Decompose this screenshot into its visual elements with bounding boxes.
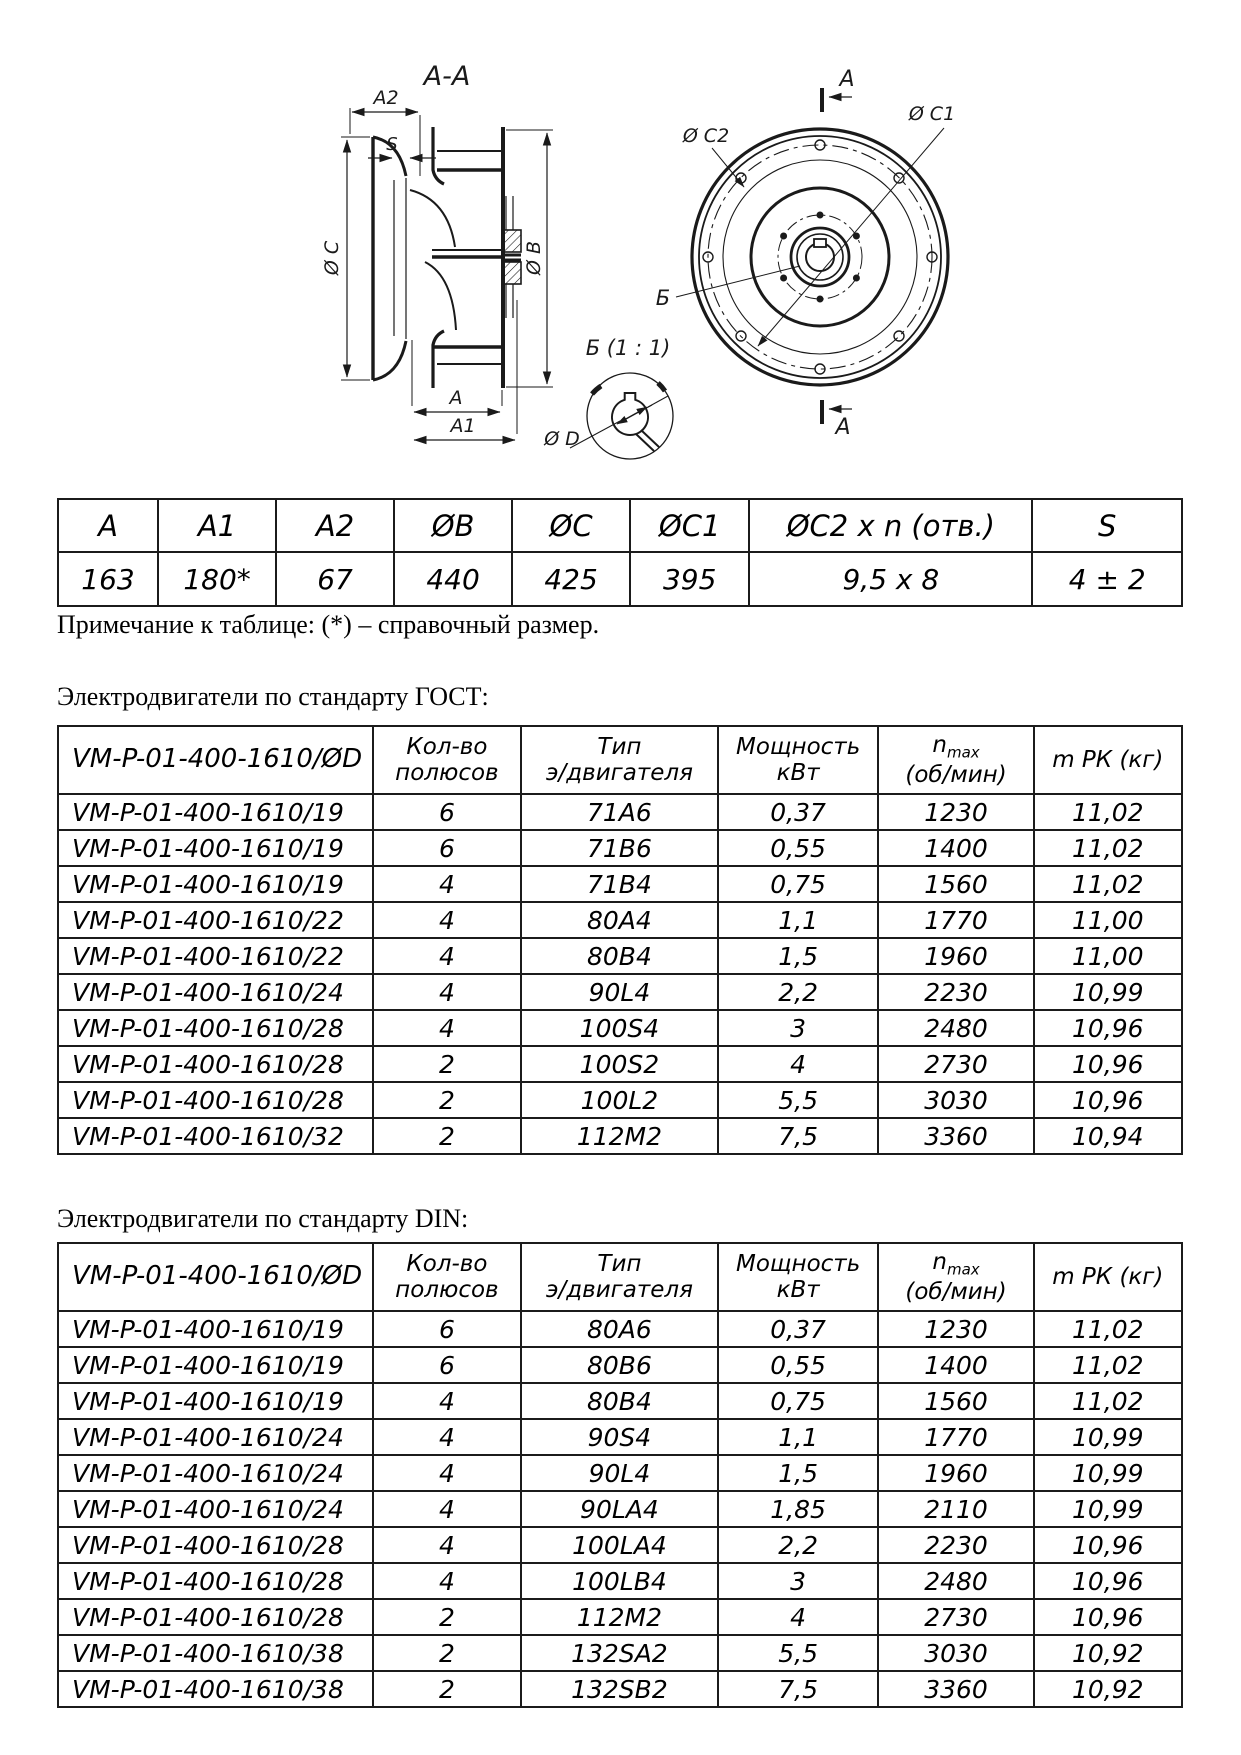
bolt-holes — [703, 140, 937, 374]
cell: 5,5 — [718, 1082, 879, 1118]
technical-drawing — [0, 0, 1241, 465]
cell: 1,5 — [718, 938, 879, 974]
table-note: Примечание к таблице: (*) – справочный размер. — [57, 610, 600, 639]
cell: 10,92 — [1034, 1635, 1182, 1671]
cell: VM-P-01-400-1610/22 — [58, 938, 373, 974]
cell: 1400 — [878, 1347, 1033, 1383]
table-row — [58, 1082, 1182, 1118]
cell: 2 — [373, 1082, 521, 1118]
dim-value-b: 440 — [394, 552, 512, 606]
cell: 6 — [373, 1311, 521, 1347]
cell: 100S2 — [521, 1046, 718, 1082]
table-row — [58, 1563, 1182, 1599]
cell: 1960 — [878, 938, 1033, 974]
cell: 100LB4 — [521, 1563, 718, 1599]
cell: 132SA2 — [521, 1635, 718, 1671]
cell: VM-P-01-400-1610/38 — [58, 1671, 373, 1707]
cell: 2 — [373, 1599, 521, 1635]
cell: 2730 — [878, 1046, 1033, 1082]
cell: 0,75 — [718, 866, 879, 902]
table-row — [58, 1383, 1182, 1419]
cell: 80B6 — [521, 1347, 718, 1383]
cell: 80A4 — [521, 902, 718, 938]
dim-header-a1: A1 — [158, 499, 276, 552]
table-row — [58, 938, 1182, 974]
cell: 6 — [373, 830, 521, 866]
dim-c — [321, 137, 370, 380]
cell: 0,55 — [718, 830, 879, 866]
cell: 80A6 — [521, 1311, 718, 1347]
cell: 1,5 — [718, 1455, 879, 1491]
cell: 11,02 — [1034, 830, 1182, 866]
cell: 132SB2 — [521, 1671, 718, 1707]
cell: 100S4 — [521, 1010, 718, 1046]
cell: 5,5 — [718, 1635, 879, 1671]
dimensions-value-row — [58, 552, 1182, 606]
cell: 2480 — [878, 1010, 1033, 1046]
cell: 10,99 — [1034, 1419, 1182, 1455]
dim-value-a1: 180* — [158, 552, 276, 606]
gost-header-row — [58, 726, 1182, 794]
cell: 0,37 — [718, 1311, 879, 1347]
section-view — [321, 61, 553, 440]
cell: 4 — [373, 1455, 521, 1491]
detail-view — [543, 336, 673, 459]
cell: 1,85 — [718, 1491, 879, 1527]
dim-label-c2: Ø C2 — [682, 125, 730, 147]
dimensions-header-row — [58, 499, 1182, 552]
cell: 4 — [373, 1491, 521, 1527]
cell: 2 — [373, 1046, 521, 1082]
cell: 11,00 — [1034, 902, 1182, 938]
dim-label-a: A — [449, 387, 463, 409]
cell: 1230 — [878, 794, 1033, 830]
cell: 1400 — [878, 830, 1033, 866]
cell: 1,1 — [718, 1419, 879, 1455]
din-header-mass: m РК (кг) — [1034, 1243, 1182, 1311]
cell: 11,02 — [1034, 1383, 1182, 1419]
table-row — [58, 1491, 1182, 1527]
din-header-poles: Кол-во полюсов — [373, 1243, 521, 1311]
gost-header-type: Тип э/двигателя — [521, 726, 718, 794]
din-header-nmax: $n_{max}$ (об/мин) — [878, 1243, 1033, 1311]
cell: 7,5 — [718, 1671, 879, 1707]
table-row — [58, 1419, 1182, 1455]
table-row — [58, 1118, 1182, 1154]
cell: 1560 — [878, 1383, 1033, 1419]
cell: 90L4 — [521, 1455, 718, 1491]
dim-header-a2: A2 — [276, 499, 394, 552]
cell: 4 — [373, 1527, 521, 1563]
dim-value-s: 4 ± 2 — [1032, 552, 1182, 606]
cell: 4 — [373, 1383, 521, 1419]
cell: 2,2 — [718, 1527, 879, 1563]
cell: VM-P-01-400-1610/28 — [58, 1010, 373, 1046]
cell: 0,55 — [718, 1347, 879, 1383]
cell: 3030 — [878, 1082, 1033, 1118]
gost-header-nmax: $n_{max}$ (об/мин) — [878, 726, 1033, 794]
cell: 80B4 — [521, 1383, 718, 1419]
dim-header-b: ØB — [394, 499, 512, 552]
cell: 10,99 — [1034, 1491, 1182, 1527]
din-header-type: Тип э/двигателя — [521, 1243, 718, 1311]
cell: 4 — [373, 866, 521, 902]
section-mark-bottom: А — [835, 415, 851, 440]
cell: VM-P-01-400-1610/28 — [58, 1082, 373, 1118]
detail-mark-label: Б — [655, 286, 671, 310]
gost-header-mass: m РК (кг) — [1034, 726, 1182, 794]
table-row — [58, 974, 1182, 1010]
front-view — [656, 67, 955, 440]
cell: 3360 — [878, 1671, 1033, 1707]
table-row — [58, 1455, 1182, 1491]
dim-value-a2: 67 — [276, 552, 394, 606]
table-row — [58, 794, 1182, 830]
cell: 90L4 — [521, 974, 718, 1010]
cell: VM-P-01-400-1610/32 — [58, 1118, 373, 1154]
dim-value-c: 425 — [512, 552, 630, 606]
cell: 4 — [718, 1046, 879, 1082]
cell: 112M2 — [521, 1118, 718, 1154]
cell: 10,96 — [1034, 1527, 1182, 1563]
table-row — [58, 902, 1182, 938]
cell: VM-P-01-400-1610/24 — [58, 1419, 373, 1455]
cell: 3 — [718, 1010, 879, 1046]
cell: 4 — [373, 1419, 521, 1455]
dim-value-a: 163 — [58, 552, 158, 606]
cell: 4 — [373, 938, 521, 974]
section-mark-top: А — [839, 67, 855, 92]
cell: 3360 — [878, 1118, 1033, 1154]
cell: VM-P-01-400-1610/19 — [58, 794, 373, 830]
cell: 2110 — [878, 1491, 1033, 1527]
din-header-power: Мощность кВт — [718, 1243, 879, 1311]
cell: 2480 — [878, 1563, 1033, 1599]
cell: 1960 — [878, 1455, 1033, 1491]
cell: 80B4 — [521, 938, 718, 974]
cell: 2230 — [878, 1527, 1033, 1563]
cell: 11,02 — [1034, 1347, 1182, 1383]
leader-c1 — [758, 103, 955, 346]
cell: 11,02 — [1034, 794, 1182, 830]
cell: 4 — [373, 974, 521, 1010]
gost-motors-table — [57, 725, 1183, 1155]
gost-header-poles: Кол-во полюсов — [373, 726, 521, 794]
din-section-heading: Электродвигатели по стандарту DIN: — [57, 1204, 469, 1233]
cell: VM-P-01-400-1610/19 — [58, 830, 373, 866]
cell: 1,1 — [718, 902, 879, 938]
table-row — [58, 1671, 1182, 1707]
table-row — [58, 1010, 1182, 1046]
dim-value-c2n: 9,5 x 8 — [749, 552, 1032, 606]
cell: 90S4 — [521, 1419, 718, 1455]
dim-label-s: S — [386, 134, 398, 155]
cell: 4 — [373, 1010, 521, 1046]
table-row — [58, 1046, 1182, 1082]
cell: 10,96 — [1034, 1563, 1182, 1599]
cell: VM-P-01-400-1610/28 — [58, 1599, 373, 1635]
dimensions-table — [57, 498, 1183, 607]
cell: 11,02 — [1034, 866, 1182, 902]
dim-label-d: Ø D — [544, 428, 580, 450]
cell: 1560 — [878, 866, 1033, 902]
cell: 10,92 — [1034, 1671, 1182, 1707]
cell: 71B6 — [521, 830, 718, 866]
cell: 10,94 — [1034, 1118, 1182, 1154]
cell: 2 — [373, 1118, 521, 1154]
din-header-model: VM-P-01-400-1610/ØD — [58, 1243, 373, 1311]
dim-d — [543, 396, 668, 450]
cell: 3030 — [878, 1635, 1033, 1671]
cell: 1770 — [878, 1419, 1033, 1455]
cell: VM-P-01-400-1610/22 — [58, 902, 373, 938]
cell: 7,5 — [718, 1118, 879, 1154]
cell: 100L2 — [521, 1082, 718, 1118]
din-header-row — [58, 1243, 1182, 1311]
cell: VM-P-01-400-1610/24 — [58, 974, 373, 1010]
table-row — [58, 1635, 1182, 1671]
cell: 100LA4 — [521, 1527, 718, 1563]
table-row — [58, 1347, 1182, 1383]
leader-c2 — [682, 125, 744, 187]
dim-value-c1: 395 — [630, 552, 749, 606]
cell: 10,96 — [1034, 1046, 1182, 1082]
cell: VM-P-01-400-1610/19 — [58, 1347, 373, 1383]
cell: VM-P-01-400-1610/24 — [58, 1455, 373, 1491]
cell: VM-P-01-400-1610/19 — [58, 1383, 373, 1419]
cell: 11,00 — [1034, 938, 1182, 974]
gost-section-heading: Электродвигатели по стандарту ГОСТ: — [57, 682, 489, 711]
table-row — [58, 830, 1182, 866]
cell: VM-P-01-400-1610/28 — [58, 1527, 373, 1563]
cell: 0,37 — [718, 794, 879, 830]
cell: 71A6 — [521, 794, 718, 830]
cell: 11,02 — [1034, 1311, 1182, 1347]
section-view-title: А-А — [423, 61, 471, 92]
cell: 4 — [373, 902, 521, 938]
dim-header-c2n: ØC2 x n (отв.) — [749, 499, 1032, 552]
cell: 2,2 — [718, 974, 879, 1010]
cell: 3 — [718, 1563, 879, 1599]
cell: 1230 — [878, 1311, 1033, 1347]
cell: 2730 — [878, 1599, 1033, 1635]
dim-a — [412, 340, 502, 412]
cell: 0,75 — [718, 1383, 879, 1419]
cell: VM-P-01-400-1610/28 — [58, 1563, 373, 1599]
cell: 6 — [373, 794, 521, 830]
dim-label-c: Ø C — [321, 240, 343, 276]
dim-label-a2: A2 — [373, 87, 399, 109]
cell: 2 — [373, 1671, 521, 1707]
cell: 10,99 — [1034, 1455, 1182, 1491]
cell: 2230 — [878, 974, 1033, 1010]
cell: 71B4 — [521, 866, 718, 902]
cell: 10,96 — [1034, 1082, 1182, 1118]
table-row — [58, 1599, 1182, 1635]
dim-label-a1: A1 — [450, 415, 476, 437]
cell: VM-P-01-400-1610/19 — [58, 866, 373, 902]
cell: VM-P-01-400-1610/38 — [58, 1635, 373, 1671]
gost-header-model: VM-P-01-400-1610/ØD — [58, 726, 373, 794]
cell: 4 — [373, 1563, 521, 1599]
dim-header-c: ØC — [512, 499, 630, 552]
cell: 112M2 — [521, 1599, 718, 1635]
dim-label-c1: Ø C1 — [908, 103, 956, 125]
cell: VM-P-01-400-1610/19 — [58, 1311, 373, 1347]
dim-header-s: S — [1032, 499, 1182, 552]
cell: VM-P-01-400-1610/24 — [58, 1491, 373, 1527]
cell: 2 — [373, 1635, 521, 1671]
cell: VM-P-01-400-1610/28 — [58, 1046, 373, 1082]
table-row — [58, 1311, 1182, 1347]
gost-header-power: Мощность кВт — [718, 726, 879, 794]
table-row — [58, 1527, 1182, 1563]
dim-label-b: Ø B — [523, 240, 545, 276]
table-row — [58, 866, 1182, 902]
dim-header-a: A — [58, 499, 158, 552]
cell: 10,99 — [1034, 974, 1182, 1010]
cell: 90LA4 — [521, 1491, 718, 1527]
cell: 1770 — [878, 902, 1033, 938]
cell: 6 — [373, 1347, 521, 1383]
cell: 10,96 — [1034, 1599, 1182, 1635]
cell: 4 — [718, 1599, 879, 1635]
cell: 10,96 — [1034, 1010, 1182, 1046]
dim-header-c1: ØC1 — [630, 499, 749, 552]
detail-view-title: Б (1 : 1) — [585, 336, 671, 360]
din-motors-table — [57, 1242, 1183, 1708]
dim-a2 — [350, 87, 420, 176]
